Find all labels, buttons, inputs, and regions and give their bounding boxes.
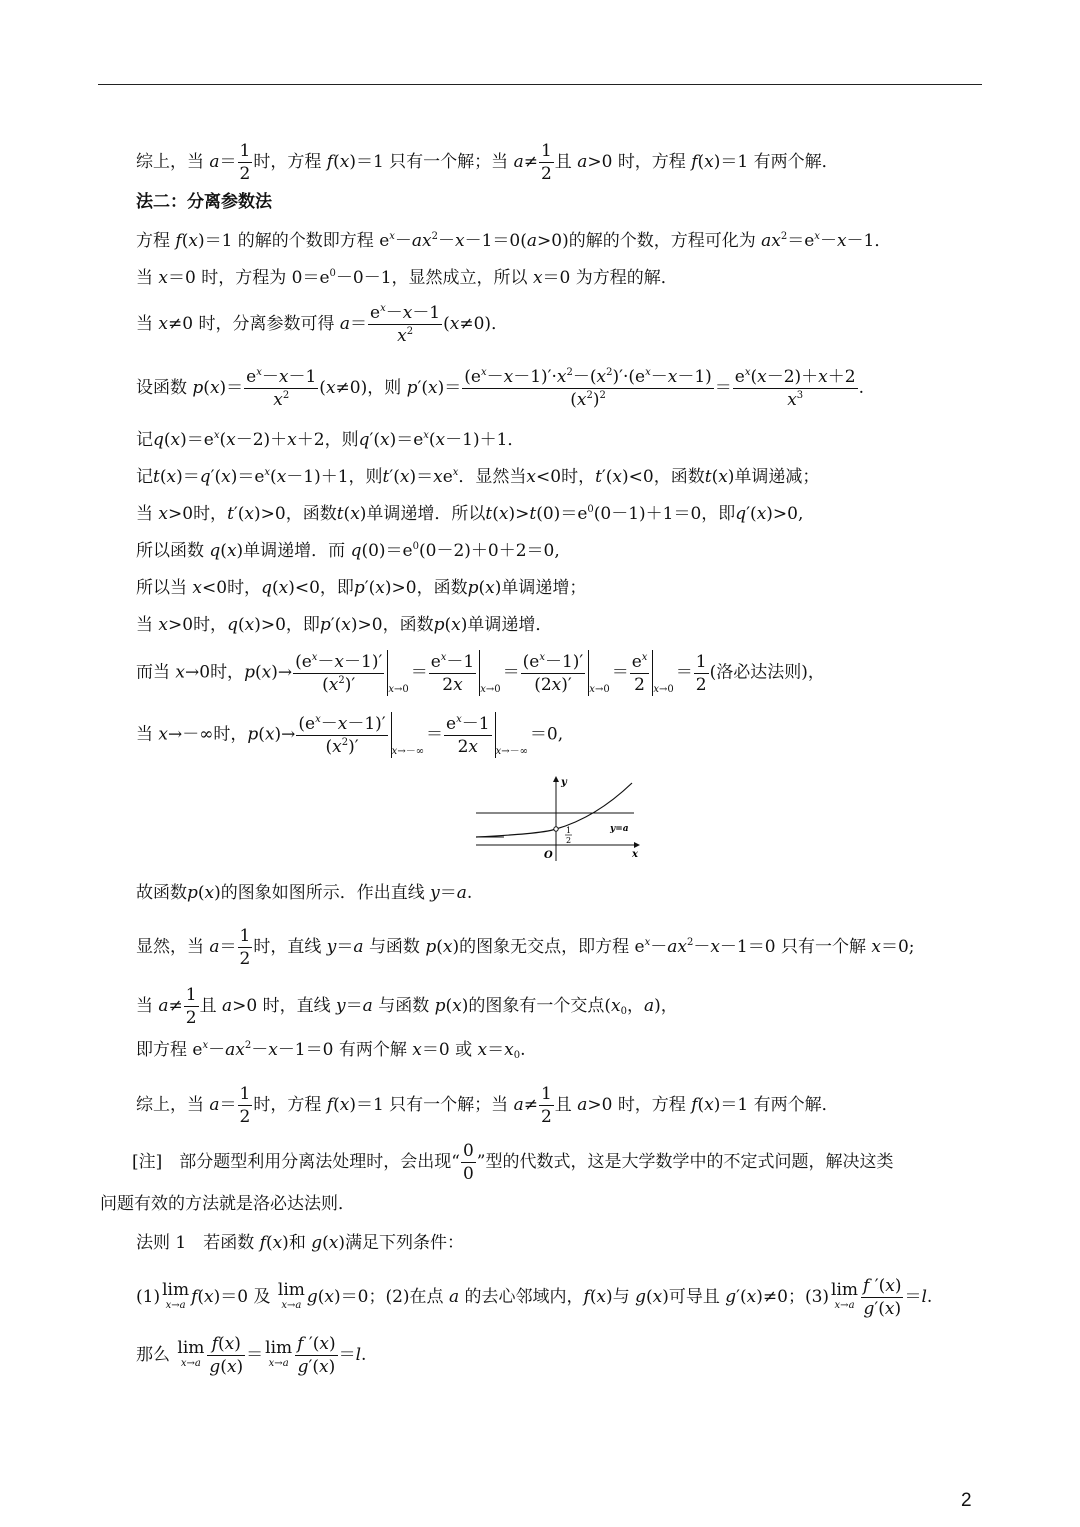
line-y-a-label: y=a (610, 824, 629, 834)
rule-1-conditions: (1) lim x→a f(x)＝0 及 lim x→a g(x)＝0；(2)在点 a 的去心邻域内，f(x)与 g(x)可导且 g′(x)≠0；(3) lim x→a $\frac{f '(x)}{g'(x)}$ ＝l. (136, 1276, 933, 1319)
paragraph-7: 当 x>0时，t′(x)>0，函数t(x)单调递增．所以$t(x)>t(0)=e^0(0-1)+1=0$，即q′(x)>0, (136, 504, 804, 524)
method-2-title: 法二：分离参数法 (136, 192, 272, 212)
function-graph-figure (474, 773, 646, 863)
paragraph-10: 当 x>0时，q(x)>0，即p′(x)>0，函数p(x)单调递增． (136, 615, 553, 635)
half-label-num: 1 (566, 826, 572, 835)
hole-point (554, 827, 558, 831)
half-label-den: 2 (566, 836, 572, 845)
paragraph-3: 当 x≠0 时，分离参数可得 a＝ $\frac{e^x-x-1}{x^2}$ (x≠0)． (136, 303, 509, 346)
note-line-1: [注] 部分题型利用分离法处理时，会出现“ $\frac{0}{0}$ ”型的代数式，这是大学数学中的不定式问题，解决这类 (132, 1141, 894, 1184)
rule-1-heading: 法则 1 若函数 f(x)和 g(x)满足下列条件： (136, 1233, 464, 1253)
paragraph-5: 记$q(x)=e^x(x-2)+x+2$，则$q'(x)=e^x(x-1)+1$． (136, 430, 525, 450)
y-axis-label: y (561, 777, 567, 788)
paragraph-16: 即方程 $e^x-ax^2-x-1=0$ 有两个解 x＝0 或 $x=x_0$. (136, 1040, 526, 1061)
paragraph-6: 记$t(x)=q'(x)=e^x(x-1)+1$，则$t'(x)=xe^x$．显然当x<0时，t′(x)<0，函数t(x)单调递减； (136, 467, 820, 487)
origin-label: O (544, 850, 553, 861)
paragraph-12-limit: 当 x→－∞时，p(x)→ $\frac{(e^x-x-1)'}{(x^2)'}$ $_{x\to-\infty}$＝ $\frac{e^x-1}{2x}$ $_{x\to-\infty}$＝0, (136, 713, 564, 757)
paragraph-1: 方程 f(x)＝1 的解的个数即方程 $e^x-ax^2-x-1=0(a>0)$的解的个数，方程可化为 $ax^2=e^x-x-1$． (136, 231, 892, 251)
paragraph-9: 所以当 x<0时，q(x)<0，即p′(x)>0，函数p(x)单调递增； (136, 578, 587, 598)
paragraph-15: 当 a≠ $\frac{1}{2}$ 且 a>0 时，直线 y＝a 与函数 p(x)的图象有一个交点($x_0$，a)， (136, 985, 678, 1028)
paragraph-4: 设函数 p(x)＝ $\frac{e^x-x-1}{x^2}$ (x≠0)，则 p′(x)＝ $\frac{(e^x-x-1)'\cdot x^2-(x^2)'\cdot(e^x-x-1)}{(x^2)^2}$ ＝ $\frac{e^x(x-2)+x+2}{x^3}$ . (136, 367, 864, 410)
x-axis-label: x (632, 849, 638, 860)
header-rule (98, 84, 982, 85)
paragraph-8: 所以函数 q(x)单调递增．而 $q(0)=e^0(0-2)+0+2=0$, (136, 541, 560, 561)
paragraph-11-limit: 而当 x→0时，p(x)→ $\frac{(e^x-x-1)'}{(x^2)'}$ $_{x\to 0}$＝ $\frac{e^x-1}{2x}$ $_{x\to 0}$＝ $\frac{(e^x-1)'}{(2x)'}$ $_{x\to 0}$＝ $\frac{e^x}{2}$ $_{x\to 0}$＝ $\frac{1}{2}$ (洛必达法则)， (136, 651, 825, 695)
paragraph-2: 当 x＝0 时，方程为 $0=e^0-0-1$，显然成立，所以 x＝0 为方程的解． (136, 268, 678, 288)
summary-line-1: 综上，当 a＝ $\frac{1}{2}$ 时，方程 f(x)＝1 只有一个解；当 a≠ $\frac{1}{2}$ 且 a>0 时，方程 f(x)＝1 有两个解． (136, 141, 839, 184)
paragraph-13: 故函数p(x)的图象如图所示．作出直线 y＝a. (136, 883, 473, 903)
summary-line-2: 综上，当 a＝ $\frac{1}{2}$ 时，方程 f(x)＝1 只有一个解；当 a≠ $\frac{1}{2}$ 且 a>0 时，方程 f(x)＝1 有两个解． (136, 1084, 839, 1127)
paragraph-14: 显然，当 a＝ $\frac{1}{2}$ 时，直线 y＝a 与函数 p(x)的图象无交点，即方程 $e^x-ax^2-x-1=0$ 只有一个解 x＝0; (136, 926, 915, 969)
page-number: 2 (961, 1490, 972, 1511)
rule-1-conclusion: 那么 lim x→a $\frac{f(x)}{g(x)}$ ＝ lim x→a $\frac{f '(x)}{g'(x)}$ ＝l. (136, 1334, 367, 1377)
note-line-2: 问题有效的方法就是洛必达法则． (100, 1194, 355, 1214)
